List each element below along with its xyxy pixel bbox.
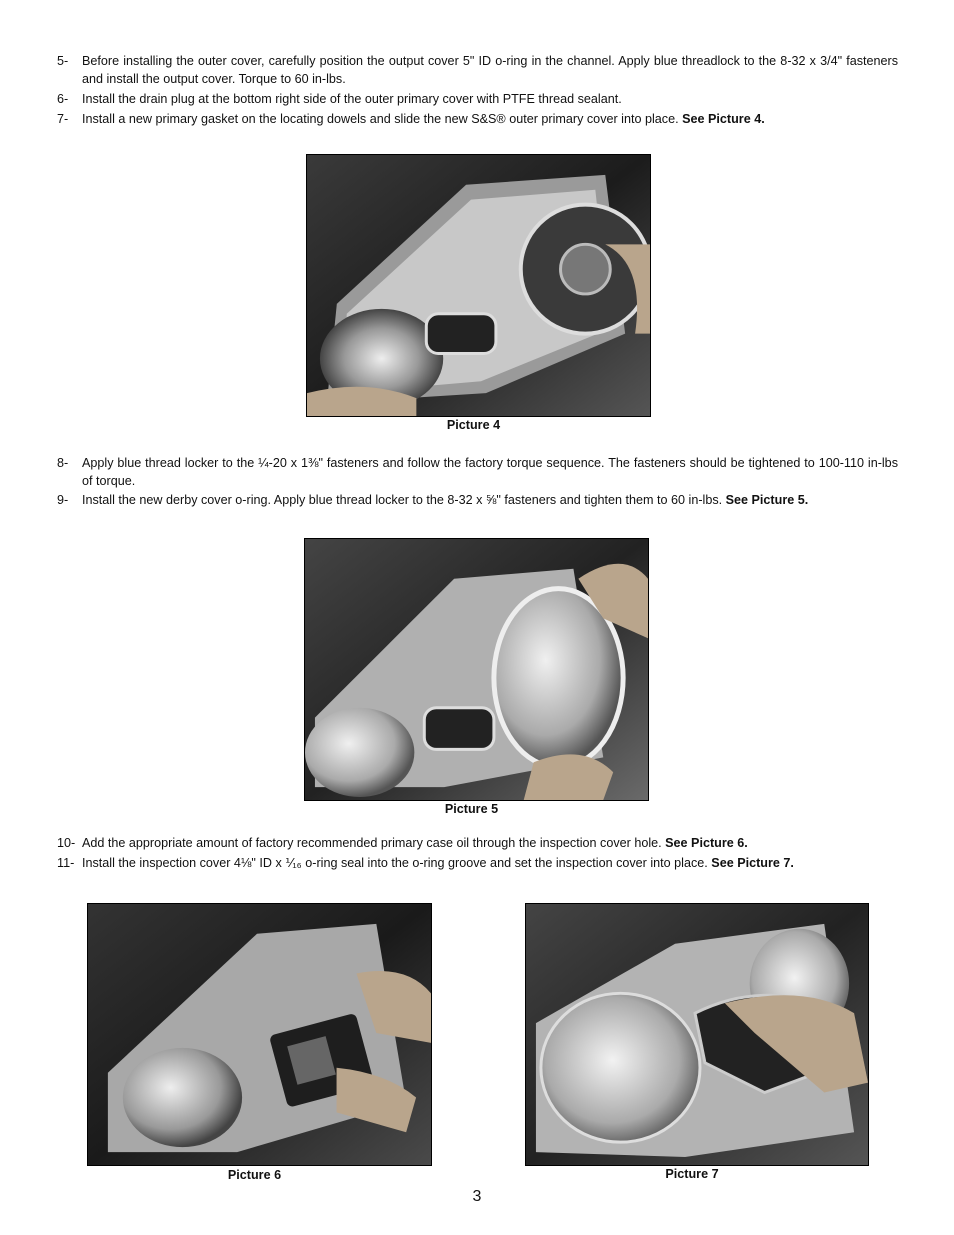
step-number: 9- — [57, 493, 69, 507]
step-6 — [57, 90, 898, 108]
step-9 — [57, 491, 898, 509]
step-7 — [57, 110, 898, 128]
step-number: 5- — [57, 54, 69, 68]
step-number: 7- — [57, 112, 69, 126]
step-text: Install the new derby cover o-ring. Apply blue thread locker to the 8-32 x ⅝" fasteners and tighten them to 60 in-lbs. — [82, 493, 726, 507]
step-text: Apply blue thread locker to the ¼-20 x 1⅜" fasteners and follow the factory torque sequence. The fasteners should be tightened to 100-110 in-lbs of torque. — [82, 456, 898, 488]
picture-reference: See Picture 4. — [682, 112, 765, 126]
picture-6-caption: Picture 6 — [227, 1168, 282, 1182]
picture-4-caption: Picture 4 — [446, 418, 501, 432]
picture-4-photo — [306, 154, 651, 417]
step-number: 11- — [57, 856, 75, 870]
step-text: Before installing the outer cover, carefully position the output cover 5" ID o-ring in the channel. Apply blue threadlock to the 8-32 x 3/4" fasteners and install the output cover. Torque to 60 in-lbs. — [82, 54, 898, 86]
picture-reference: See Picture 6. — [665, 836, 748, 850]
picture-7-caption: Picture 7 — [665, 1167, 719, 1181]
step-text: Install a new primary gasket on the locating dowels and slide the new S&S® outer primary cover into place. — [82, 112, 683, 126]
picture-7-photo — [525, 903, 869, 1166]
picture-reference: See Picture 7. — [711, 856, 794, 870]
page-number: 3 — [472, 1188, 482, 1205]
picture-5-photo — [304, 538, 649, 801]
step-number: 10- — [57, 836, 76, 850]
picture-5-caption: Picture 5 — [444, 802, 499, 816]
step-text: Install the drain plug at the bottom right side of the outer primary cover with PTFE thread sealant. — [82, 92, 622, 106]
step-5 — [57, 52, 898, 88]
step-11 — [57, 854, 898, 872]
step-8 — [57, 454, 898, 490]
step-text: Add the appropriate amount of factory recommended primary case oil through the inspection cover hole. — [82, 836, 666, 850]
picture-reference: See Picture 5. — [725, 493, 809, 507]
step-text: Install the inspection cover 4⅛" ID x ⅟₁₆ o-ring seal into the o-ring groove and set the inspection cover into place. — [82, 856, 712, 870]
step-number: 8- — [57, 456, 69, 470]
picture-6-photo — [87, 903, 432, 1166]
step-number: 6- — [57, 92, 69, 106]
step-10 — [57, 834, 898, 852]
